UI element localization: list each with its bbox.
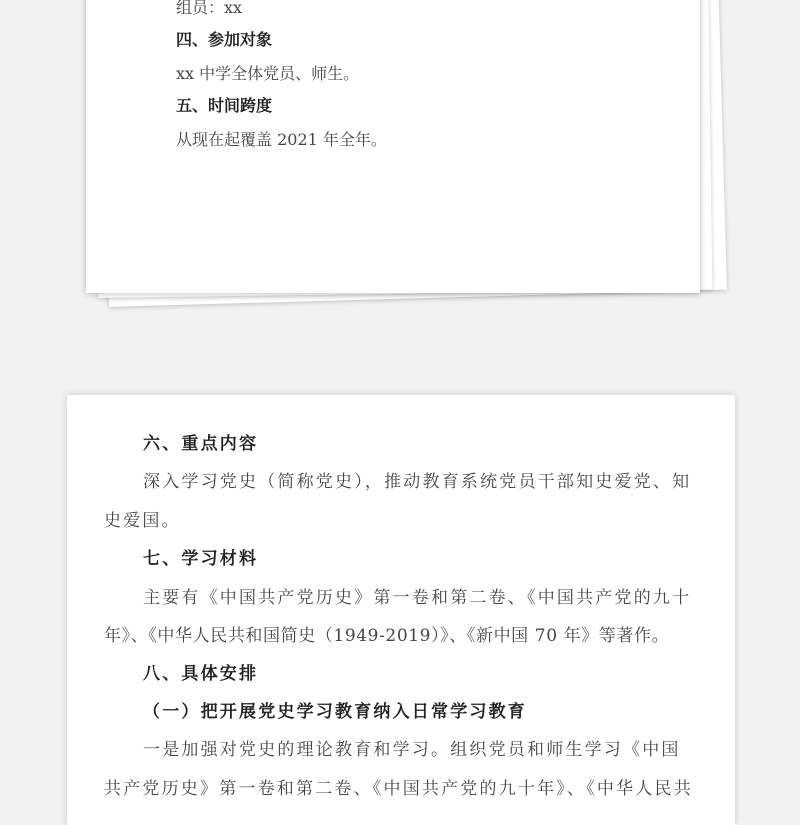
section-5-title: 五、时间跨度 <box>176 96 273 115</box>
section-6-line-1: 深入学习党史（简称党史），推动教育系统党员干部知史爱党、知 <box>143 472 692 492</box>
section-8-title: 八、具体安排 <box>143 664 259 684</box>
document-page-bottom <box>67 395 735 825</box>
paragraph-1-line-1: 一是加强对党史的理论教育和学习。组织党员和师生学习《中国 <box>143 740 681 760</box>
section-6-title: 六、重点内容 <box>143 434 259 454</box>
subsection-1-title: （一）把开展党史学习教育纳入日常学习教育 <box>143 702 527 722</box>
section-6-line-2: 史爱国。 <box>104 511 181 531</box>
members-line: 组员：xx <box>176 0 243 17</box>
section-7-title: 七、学习材料 <box>143 549 259 569</box>
section-4-title: 四、参加对象 <box>176 30 273 49</box>
section-7-line-1: 主要有《中国共产党历史》第一卷和第二卷、《中国共产党的九十 <box>143 588 692 608</box>
document-page-top <box>86 0 700 293</box>
section-5-text: 从现在起覆盖 2021 年全年。 <box>176 130 387 149</box>
section-4-text: xx 中学全体党员、师生。 <box>176 64 360 83</box>
paragraph-1-line-2: 共产党历史》第一卷和第二卷、《中国共产党的九十年》、《中华人民共 <box>104 779 693 799</box>
section-7-line-2: 年》、《中华人民共和国简史（1949-2019）》、《新中国 70 年》等著作。 <box>104 626 670 646</box>
